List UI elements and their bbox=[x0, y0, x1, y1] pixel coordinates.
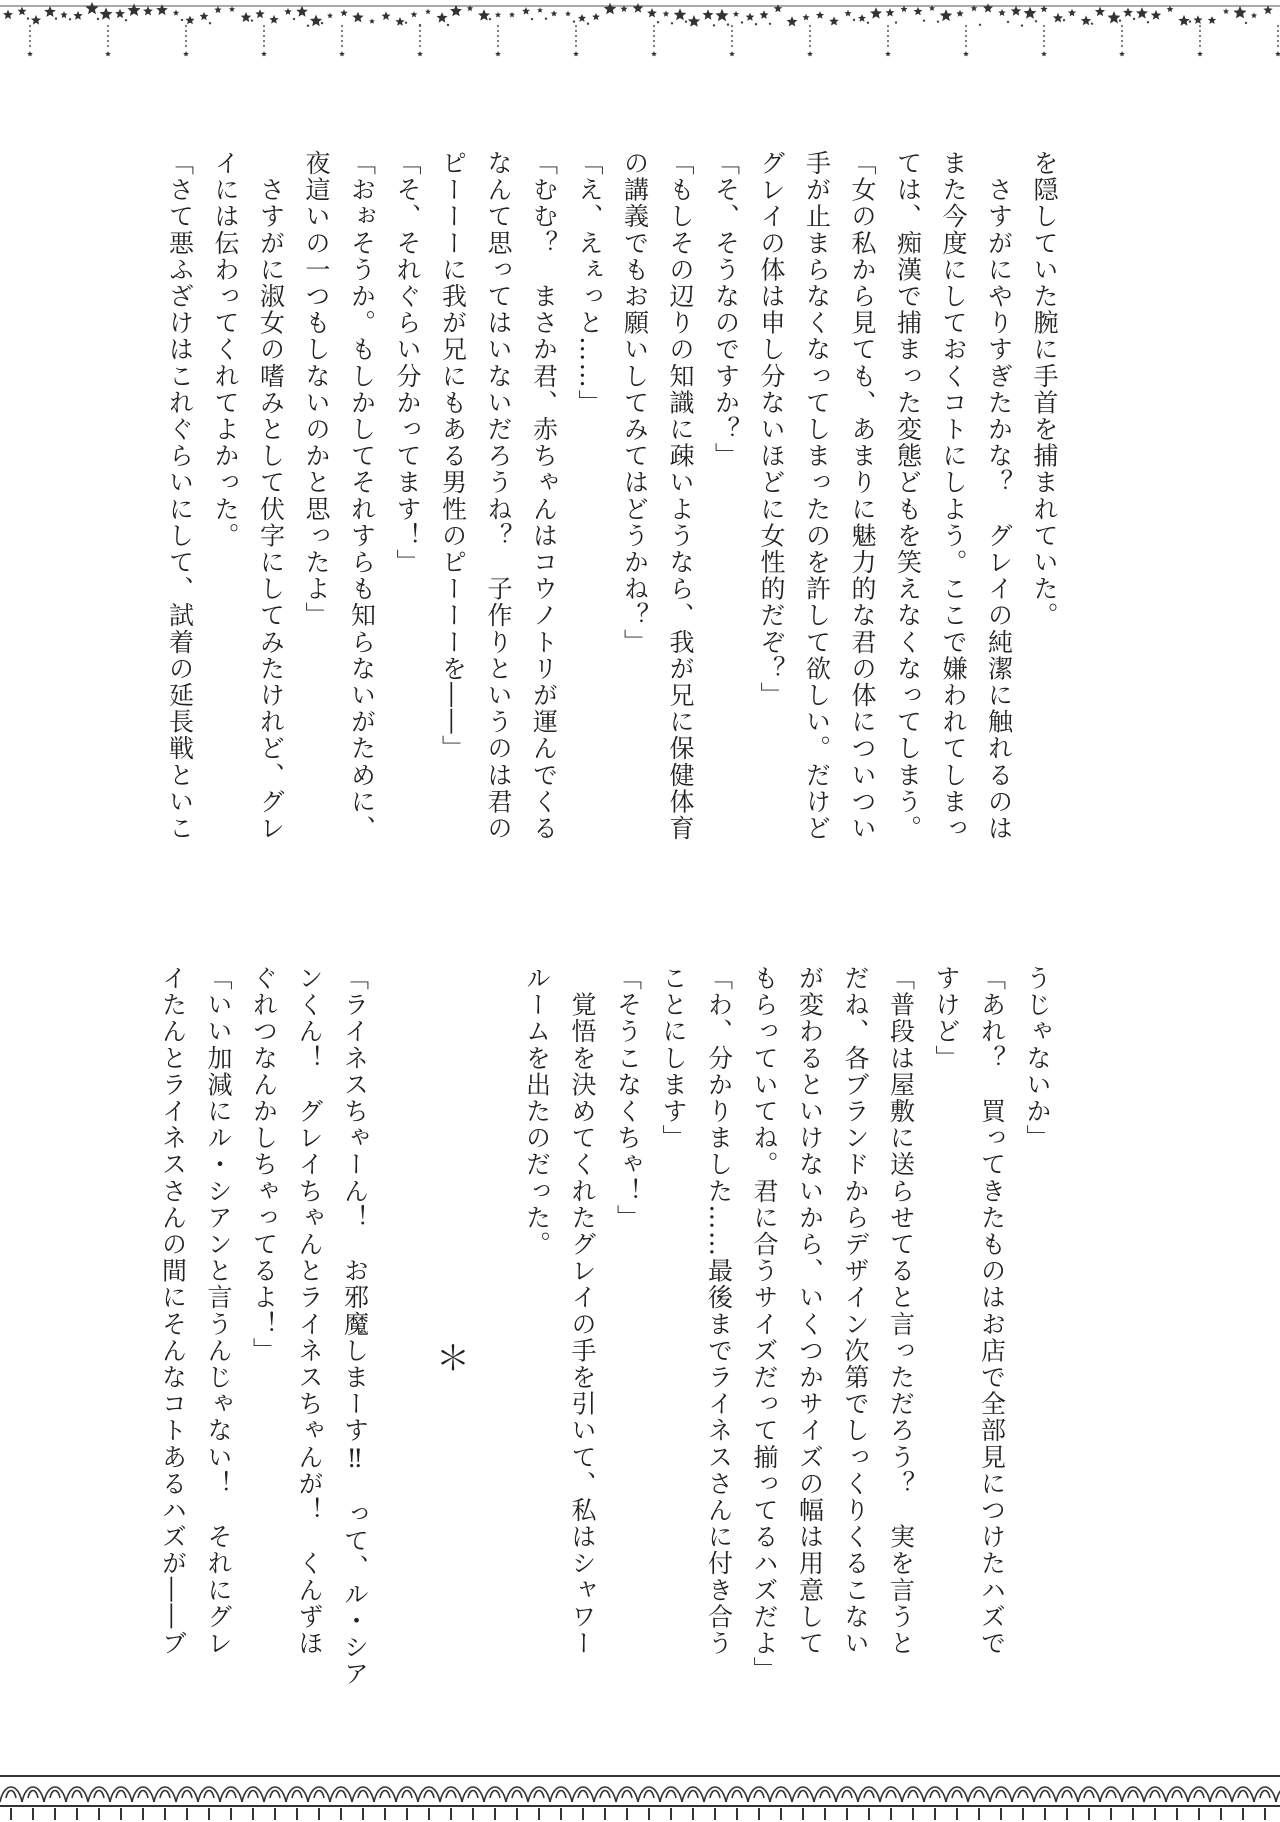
text-block-upper bbox=[157, 150, 1067, 910]
text-line: の講義でもお願いしてみてはどうかね？」 bbox=[620, 150, 650, 656]
text-line bbox=[378, 965, 424, 1725]
text-line: さすがに淑女の嗜みとして伏字にしてみたけれど、グレ bbox=[256, 150, 286, 842]
text-line: 「ライネスちゃーん！ お邪魔しまーす‼ って、ル・シア bbox=[340, 965, 370, 1688]
text-line: イには伝わってくれてよかった。 bbox=[211, 150, 240, 549]
text-line: なんて思ってはいないだろうね？ 子作りというのは君の bbox=[484, 150, 513, 842]
text-line: 「え、えぇっと……」 bbox=[575, 150, 604, 416]
text-line: ては、痴漢で捕まった変態どもを笑えなくなってしまう。 bbox=[893, 150, 923, 842]
text-line: ルームを出たのだった。 bbox=[522, 965, 552, 1258]
text-line: だね、各ブランドからデザイン次第でしっくりくるこない bbox=[841, 965, 870, 1657]
text-line: 「そ、それぐらい分かってます！」 bbox=[393, 150, 422, 576]
text-line: 覚悟を決めてくれたグレイの手を引いて、私はシャワー bbox=[568, 965, 597, 1657]
text-line: イたんとライネスさんの間にそんなコトあるハズが――ブ bbox=[158, 965, 188, 1657]
text-line: 「もしその辺りの知識に疎いようなら、我が兄に保健体育 bbox=[666, 150, 695, 842]
text-line: 手が止まらなくなってしまったのを許して欲しい。だけど bbox=[802, 150, 832, 842]
text-line: が変わるといけないから、いくつかサイズの幅は用意して bbox=[795, 965, 825, 1657]
text-line: 夜這いの一つもしないのかと思ったよ」 bbox=[302, 150, 331, 629]
text-line: を隠していた腕に手首を捕まれていた。 bbox=[1030, 150, 1059, 629]
text-line: 「普段は屋敷に送らせてると言っただろう？ 実を言うと bbox=[886, 965, 916, 1657]
text-line: ンくん！ グレイちゃんとライネスちゃんが！ くんずほ bbox=[295, 965, 324, 1657]
text-line: すけど」 bbox=[932, 965, 961, 1072]
text-line: ぐれつなんかしちゃってるよ！」 bbox=[249, 965, 279, 1364]
text-line: グレイの体は申し分ないほどに女性的だぞ？」 bbox=[757, 150, 786, 709]
text-line: さすがにやりすぎたかな？ グレイの純潔に触れるのは bbox=[984, 150, 1014, 842]
text-line: うじゃないか」 bbox=[1023, 965, 1052, 1152]
scene-break-asterisk: ＊ bbox=[436, 1339, 470, 1379]
text-line: 「あれ？ 買ってきたものはお店で全部見につけたハズで bbox=[977, 965, 1007, 1657]
star-garland-border bbox=[0, 0, 1280, 60]
text-line: もらっていてね。君に合うサイズだって揃ってるハズだよ」 bbox=[750, 965, 779, 1684]
text-line bbox=[469, 965, 515, 1725]
text-line: 「わ、分かりました……最後までライネスさんに付き合う bbox=[704, 965, 734, 1657]
text-line: 「そうこなくちゃ！」 bbox=[613, 965, 643, 1231]
text-line: 「むむ？ まさか君、赤ちゃんはコウノトリが運んでくる bbox=[529, 150, 559, 842]
text-line: 「さて悪ふざけはこれぐらいにして、試着の延長戦といこ bbox=[165, 150, 195, 842]
text-line: 「おぉそうか。もしかしてそれすらも知らないがために、 bbox=[347, 150, 377, 842]
text-line: ことにします」 bbox=[659, 965, 688, 1152]
text-block-lower bbox=[150, 965, 1060, 1725]
ornamental-scroll-border bbox=[0, 1762, 1280, 1822]
text-line: 「いい加減にル・シアンと言うんじゃない！ それにグレ bbox=[204, 965, 233, 1657]
text-line: 「そ、そうなのですか？」 bbox=[711, 150, 741, 470]
text-line: 「女の私から見ても、あまりに魅力的な君の体についつい bbox=[848, 150, 877, 842]
text-line: ピーーーに我が兄にもある男性のピーーーを――」 bbox=[438, 150, 468, 762]
text-line: また今度にしておくコトにしよう。ここで嫌われてしまっ bbox=[939, 150, 968, 842]
